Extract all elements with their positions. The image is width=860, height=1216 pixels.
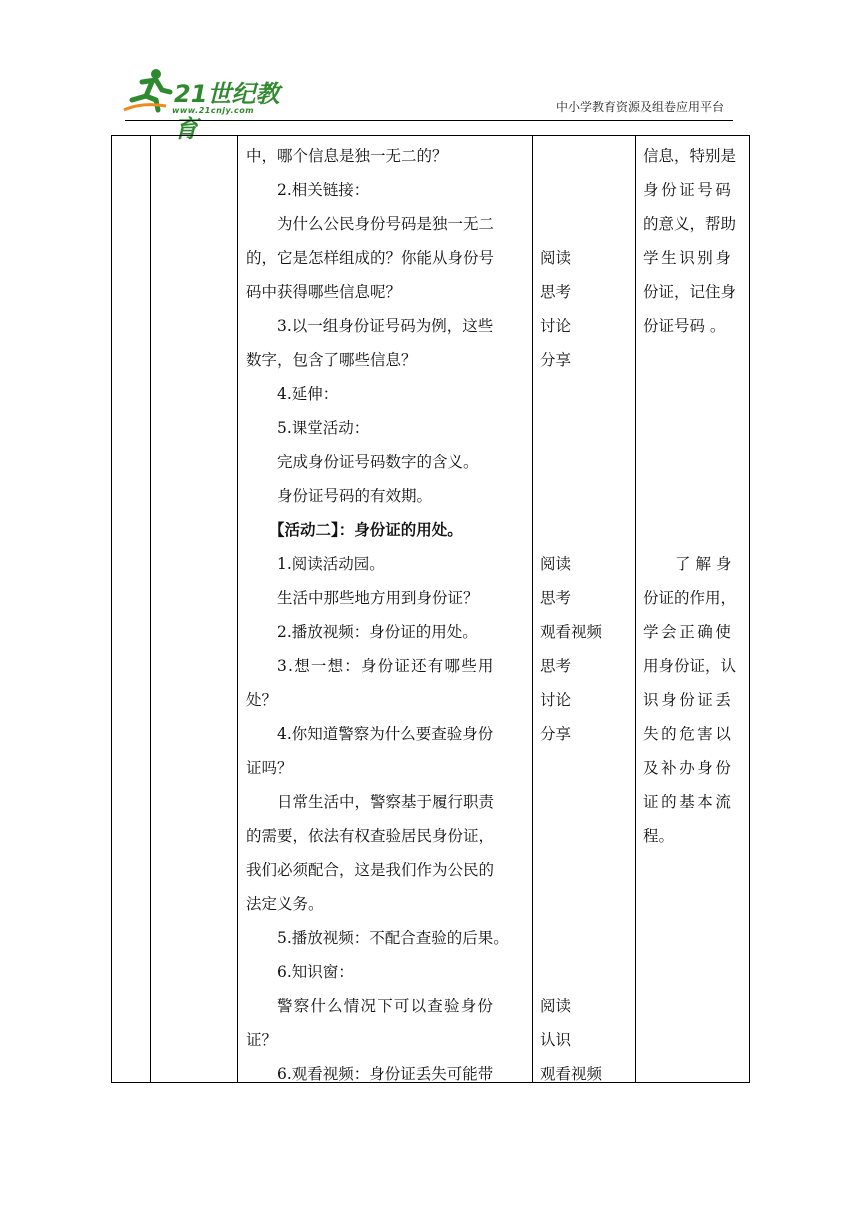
runner-logo-icon: [122, 66, 176, 114]
activity-item: 思考: [540, 657, 572, 675]
logo-text: 21世纪教育: [174, 80, 280, 143]
intent-line: 了解身: [675, 555, 737, 573]
activity-item: 阅读: [540, 555, 572, 573]
content-line: 处？: [246, 691, 278, 709]
column-divider: [532, 136, 533, 1082]
page-header: [0, 0, 860, 143]
header-divider: [125, 120, 733, 121]
activity-heading: 【活动二】：身份证的用处。: [269, 520, 463, 539]
activity-item: 讨论: [540, 691, 572, 709]
content-line: 法定义务。: [246, 895, 324, 913]
platform-title: 中小学教育资源及组卷应用平台: [555, 100, 724, 114]
content-line: 5.播放视频：不配合查验的后果。: [277, 929, 509, 947]
activity-item: 分享: [540, 725, 572, 743]
activity-item: 认识: [540, 1031, 572, 1049]
activity-item: 讨论: [540, 317, 572, 335]
intent-line: 用身份证，认: [643, 657, 737, 675]
intent-line: 程。: [643, 827, 675, 845]
content-line: 5.课堂活动：: [277, 419, 370, 437]
intent-line: 的意义，帮助: [643, 215, 737, 233]
content-line: 3.以一组身份证号码为例，这些: [277, 317, 494, 335]
intent-line: 失的危害以: [643, 725, 734, 743]
activity-item: 阅读: [540, 997, 572, 1015]
content-line: 6.知识窗：: [277, 963, 354, 981]
content-line: 证？: [246, 1031, 278, 1049]
intent-line: 学生识别身: [643, 249, 734, 267]
intent-line: 证的基本流: [643, 793, 734, 811]
content-line: 4.你知道警察为什么要查验身份: [277, 725, 494, 743]
content-line: 证吗？: [246, 759, 293, 777]
intent-line: 份证的作用，: [643, 589, 737, 607]
content-line: 的，它是怎样组成的？你能从身份号: [246, 249, 495, 267]
content-line: 为什么公民身份号码是独一无二: [277, 215, 495, 233]
content-line: 码中获得哪些信息呢？: [246, 283, 402, 301]
intent-line: 身份证号码: [643, 181, 734, 199]
intent-line: 及补办身份: [643, 759, 734, 777]
activity-item: 分享: [540, 351, 572, 369]
activity-item: 观看视频: [540, 623, 603, 641]
column-divider: [635, 136, 636, 1082]
intent-line: 份证，记住身: [643, 283, 737, 301]
content-line: 3.想一想：身份证还有哪些用: [277, 657, 495, 675]
content-line: 数字，包含了哪些信息？: [246, 351, 417, 369]
intent-line: 学会正确使: [643, 623, 734, 641]
intent-line: 份证号码 。: [643, 317, 726, 335]
content-line: 完成身份证号码数字的含义。: [277, 453, 479, 471]
content-line: 6.观看视频：身份证丢失可能带: [277, 1065, 494, 1083]
activity-item: 阅读: [540, 249, 572, 267]
column-divider: [237, 136, 238, 1082]
content-line: 的需要，依法有权查验居民身份证，: [246, 827, 495, 845]
content-line: 1.阅读活动园。: [277, 555, 385, 573]
content-line: 4.延伸：: [277, 385, 339, 403]
content-line: 2.相关链接：: [277, 181, 370, 199]
content-line: 我们必须配合，这是我们作为公民的: [246, 861, 495, 879]
intent-line: 识身份证丢: [643, 691, 734, 709]
intent-line: 信息，特别是: [643, 147, 737, 165]
content-line: 中，哪个信息是独一无二的？: [246, 147, 448, 165]
logo: [122, 66, 292, 143]
content-line: 身份证号码的有效期。: [277, 487, 433, 505]
content-line: 生活中那些地方用到身份证？: [277, 589, 479, 607]
activity-item: 思考: [540, 283, 572, 301]
column-divider: [150, 136, 151, 1082]
activity-item: 观看视频: [540, 1065, 603, 1083]
content-line: 警察什么情况下可以查验身份: [277, 997, 495, 1015]
content-line: 日常生活中，警察基于履行职责: [277, 793, 495, 811]
content-line: 2.播放视频：身份证的用处。: [277, 623, 478, 641]
activity-item: 思考: [540, 589, 572, 607]
logo-url: www.21cnjy.com: [172, 106, 255, 115]
lesson-table: [111, 135, 750, 1083]
